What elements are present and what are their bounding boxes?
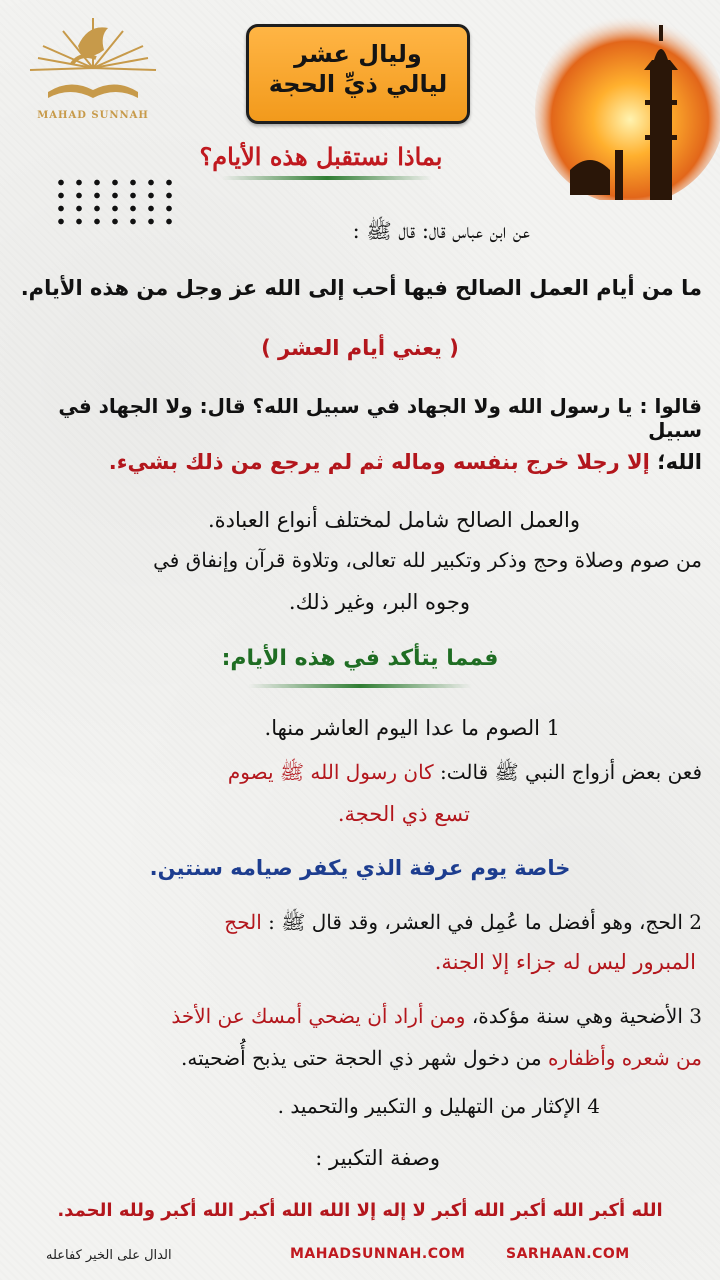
mahad-sunnah-logo — [8, 6, 178, 151]
hadith-line-3-red: إلا رجلا خرج بنفسه وماله ثم لم يرجع من ذلك بشيء. — [108, 450, 650, 474]
logo-text: MAHAD SUNNAH — [37, 110, 149, 121]
item-3-end: من دخول شهر ذي الحجة حتى يذبح أُضحيته. — [181, 1046, 548, 1070]
item-1-reference-quote: كان رسول الله ﷺ يصوم — [227, 760, 434, 784]
hadith-line-3 — [18, 450, 702, 474]
item-3-red: ومن أراد أن يضحي أمسك عن الأخذ — [171, 1004, 466, 1028]
title-box — [246, 24, 470, 124]
item-1-reference-end: تسع ذي الحجة. — [337, 802, 470, 826]
title-line-1: وليال عشر — [294, 40, 422, 68]
decorative-dots — [52, 176, 182, 226]
section-heading-underline — [248, 684, 472, 688]
item-2-quote: الحج — [224, 910, 262, 934]
item-3-cont — [18, 1046, 702, 1070]
item-3 — [18, 1004, 702, 1028]
item-2-start: 2 الحج، وهو أفضل ما عُمِل في العشر، وقد قال ﷺ : — [261, 910, 702, 934]
subtitle-underline — [222, 176, 432, 180]
footer-site-mahadsunnah[interactable]: MAHADSUNNAH.COM — [290, 1246, 466, 1262]
hadith-note: ( يعني أيام العشر ) — [261, 336, 459, 360]
item-1-reference — [18, 760, 702, 789]
para-line-2: من صوم وصلاة وحج وذكر وتكبير لله تعالى، وتلاوة قرآن وإنفاق في — [153, 548, 702, 572]
item-2-end: المبرور ليس له جزاء إلا الجنة. — [434, 950, 696, 974]
item-3-start: 3 الأضحية وهي سنة مؤكدة، — [465, 1004, 702, 1028]
hadith-line-3-start: الله؛ — [649, 450, 702, 474]
para-line-3: وجوه البر، وغير ذلك. — [288, 590, 470, 614]
subtitle: بماذا نستقبل هذه الأيام؟ — [199, 142, 443, 171]
hadith-line-1: ما من أيام العمل الصالح فيها أحب إلى الله عز وجل من هذه الأيام. — [20, 276, 702, 300]
footer-credit: الدال على الخير كفاعله — [46, 1248, 172, 1263]
hadith-line-2: قالوا : يا رسول الله ولا الجهاد في سبيل الله؟ قال: ولا الجهاد في سبيل — [58, 394, 702, 442]
takbir-text: الله أكبر الله أكبر الله أكبر لا إله إلا الله الله أكبر الله أكبر ولله الحمد. — [57, 1200, 663, 1221]
para-line-1: والعمل الصالح شامل لمختلف أنواع العبادة. — [207, 508, 580, 532]
title-line-2: ليالي ذيِّ الحجة — [268, 70, 448, 98]
item-1-reference-start: فعن بعض أزواج النبي ﷺ قالت: — [433, 760, 702, 784]
item-2 — [18, 910, 702, 939]
minaret-sunset-image — [530, 0, 720, 200]
section-heading: فمما يتأكد في هذه الأيام: — [221, 646, 499, 671]
book-calligraphy-icon — [8, 6, 178, 116]
takbir-label: وصفة التكبير : — [315, 1146, 440, 1170]
item-4: 4 الإكثار من التهليل و التكبير والتحميد . — [277, 1094, 600, 1118]
item-3-red-2: من شعره وأظفاره — [547, 1046, 702, 1070]
footer-site-sarhaan[interactable]: SARHAAN.COM — [506, 1246, 630, 1262]
arafah-note: خاصة يوم عرفة الذي يكفر صيامه سنتين. — [149, 856, 571, 880]
narrator-line: عن ابن عباس قال: قال ﷺ : — [352, 219, 530, 243]
item-1: 1 الصوم ما عدا اليوم العاشر منها. — [264, 716, 560, 740]
